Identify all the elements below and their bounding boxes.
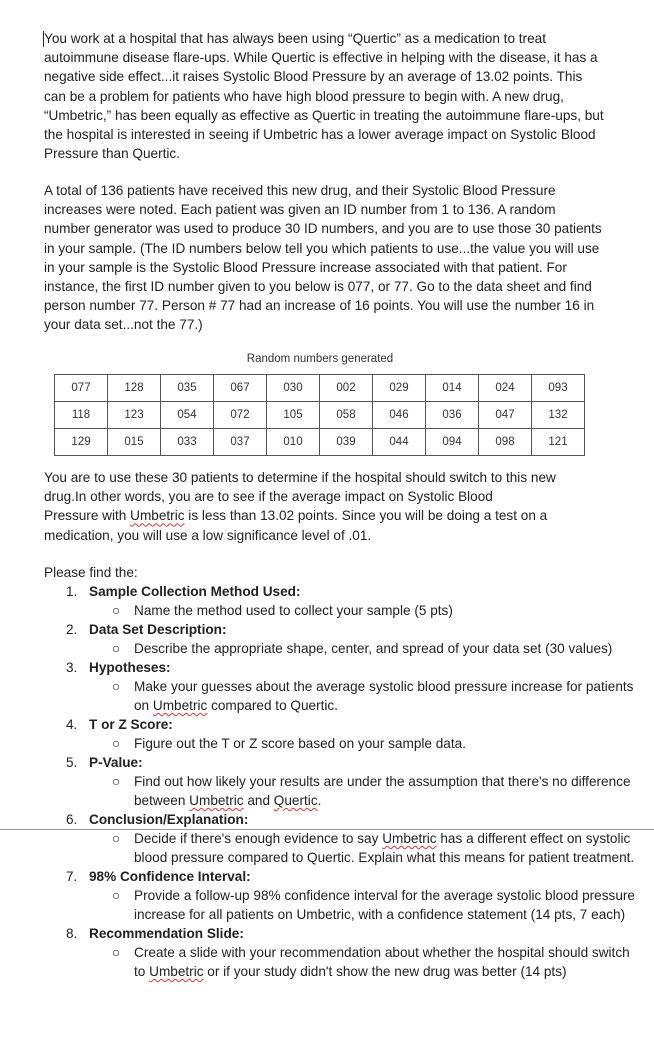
table-cell: 037: [214, 429, 267, 456]
table-row: [55, 429, 585, 456]
table-cell: 030: [267, 375, 320, 402]
intro-paragraph-2: A total of 136 patients have received this new drug, and their Systolic Blood Pressure increases were noted. Each patient was given an ID number from 1 to 136. A random number generator was used to produce 30 ID numbers, and you are to use those 30 patients in your sample. (The ID numbers below tell you which patients to use...the value you will use in your sample is the Systolic Blood Pressure increase associated with that patient. For instance, the first ID number given to you below is 077, or 77. Go to the data sheet and find person number 77. Person # 77 had an increase of 16 points. You will use the number 16 in your data set...not the 77.): [44, 183, 602, 333]
hollow-circle-icon: ○: [112, 603, 121, 618]
task-title: Data Set Description:: [89, 622, 227, 637]
table-cell: 010: [267, 429, 320, 456]
hollow-circle-icon: ○: [112, 945, 121, 960]
task-bullet: ○ Describe the appropriate shape, center, and spread of your data set (30 values): [112, 641, 613, 656]
table-cell: 077: [55, 375, 108, 402]
table-cell: 098: [479, 429, 532, 456]
hollow-circle-icon: ○: [112, 736, 121, 751]
task-title: Conclusion/Explanation:: [89, 812, 249, 827]
table-cell: 118: [55, 402, 108, 429]
task-list: [44, 582, 644, 981]
task-title: Hypotheses:: [89, 660, 171, 675]
table-row: [55, 402, 585, 429]
hollow-circle-icon: ○: [112, 831, 121, 846]
spellcheck-word[interactable]: Umbetric: [130, 508, 185, 524]
table-cell: 047: [479, 402, 532, 429]
table-cell: 033: [161, 429, 214, 456]
spellcheck-word[interactable]: Quertic: [273, 793, 318, 808]
task-bullet: ○ Provide a follow-up 98% confidence interval for the average systolic blood pressure increase for all patients on Umbetric, with a confidence statement (14 pts, 7 each): [112, 888, 635, 922]
task-list-intro: Please find the:: [44, 565, 138, 580]
table-cell: 054: [161, 402, 214, 429]
table-cell: 123: [108, 402, 161, 429]
list-item: 4. T or Z Score: ○ Figure out the T or Z score based on your sample data.: [44, 715, 644, 753]
list-item: 2. Data Set Description: ○ Describe the appropriate shape, center, and spread of your data set (30 values): [44, 620, 644, 658]
table-row: [55, 375, 585, 402]
table-cell: 132: [532, 402, 585, 429]
hollow-circle-icon: ○: [112, 774, 121, 789]
table-cell: 094: [426, 429, 479, 456]
table-cell: 067: [214, 375, 267, 402]
table-cell: 046: [373, 402, 426, 429]
table-cell: 015: [108, 429, 161, 456]
spellcheck-word[interactable]: Umbetric: [149, 964, 204, 979]
table-cell: 105: [267, 402, 320, 429]
table-cell: 036: [426, 402, 479, 429]
intro-paragraph-1: You work at a hospital that has always been using “Quertic” as a medication to treat autoimmune disease flare-ups. While Quertic is effective in helping with the disease, it has a negative side effect...it raises Systolic Blood Pressure by an average of 13.02 points. This can be a problem for patients who have high blood pressure to begin with. A new drug, “Umbetric,” has been equally as effective as Quertic in treating the autoimmune flare-ups, but the hospital is interested in seeing if Umbetric has a lower average impact on Systolic Blood Pressure than Quertic.: [44, 31, 604, 162]
table-cell: 072: [214, 402, 267, 429]
hollow-circle-icon: ○: [112, 641, 121, 656]
table-cell: 093: [532, 375, 585, 402]
table-cell: 029: [373, 375, 426, 402]
spellcheck-word[interactable]: Umbetric: [382, 831, 437, 846]
spellcheck-word[interactable]: Umbetric: [152, 698, 208, 713]
table-cell: 121: [532, 429, 585, 456]
list-item: 5. P-Value: ○ Find out how likely your results are under the assumption that there's no difference between Umbetric and Quertic.: [44, 753, 644, 810]
table-cell: 128: [108, 375, 161, 402]
list-item: 7. 98% Confidence Interval: ○ Provide a follow-up 98% confidence interval for the average systolic blood pressure increase for all patients on Umbetric, with a confidence statement (14 pts, 7 each): [44, 867, 644, 924]
table-cell: 024: [479, 375, 532, 402]
list-item: 6. Conclusion/Explanation: ○ Decide if there's enough evidence to say Umbetric has a different effect on systolic blood pressure compared to Quertic. Explain what this means for patient treatment.: [44, 810, 644, 867]
task-bullet: ○ Find out how likely your results are under the assumption that there's no difference between Umbetric and Quertic.: [112, 774, 631, 808]
task-bullet: ○ Make your guesses about the average systolic blood pressure increase for patients on Umbetric compared to Quertic.: [112, 679, 634, 713]
table-caption: Random numbers generated: [246, 353, 394, 365]
task-title: T or Z Score:: [89, 717, 173, 732]
task-bullet: ○ Name the method used to collect your sample (5 pts): [112, 603, 453, 618]
list-item: 3. Hypotheses: ○ Make your guesses about the average systolic blood pressure increase for patients on Umbetric compared to Quertic.: [44, 658, 644, 715]
table-cell: 014: [426, 375, 479, 402]
task-bullet: ○ Create a slide with your recommendation about whether the hospital should switch to Umbetric or if your study didn't show the new drug was better (14 pts): [112, 945, 630, 979]
task-title: Recommendation Slide:: [89, 926, 244, 941]
list-item: 1. Sample Collection Method Used: ○ Name the method used to collect your sample (5 pts): [44, 582, 644, 620]
instructions-paragraph: You are to use these 30 patients to determine if the hospital should switch to this new drug.In other words, you are to see if the average impact on Systolic Blood Pressure with Umbetric is less than 13.02 points. Since you will be doing a test on a medication, you will use a low significance level of .01.: [44, 470, 556, 543]
table-cell: 129: [55, 429, 108, 456]
hollow-circle-icon: ○: [112, 679, 121, 694]
random-numbers-table: [54, 374, 585, 456]
table-cell: 058: [320, 402, 373, 429]
task-title: P-Value:: [89, 755, 143, 770]
task-title: Sample Collection Method Used:: [89, 584, 301, 599]
task-bullet: ○ Decide if there's enough evidence to say Umbetric has a different effect on systolic blood pressure compared to Quertic. Explain what this means for patient treatment.: [112, 831, 635, 865]
task-title: 98% Confidence Interval:: [89, 869, 251, 884]
page-divider: [0, 829, 654, 830]
task-bullet: ○ Figure out the T or Z score based on your sample data.: [112, 736, 466, 751]
list-item: 8. Recommendation Slide: ○ Create a slide with your recommendation about whether the hospital should switch to Umbetric or if your study didn't show the new drug was better (14 pts): [44, 924, 644, 981]
spellcheck-word[interactable]: Umbetric: [189, 793, 244, 808]
hollow-circle-icon: ○: [112, 888, 121, 903]
table-cell: 044: [373, 429, 426, 456]
table-cell: 039: [320, 429, 373, 456]
table-cell: 002: [320, 375, 373, 402]
table-cell: 035: [161, 375, 214, 402]
